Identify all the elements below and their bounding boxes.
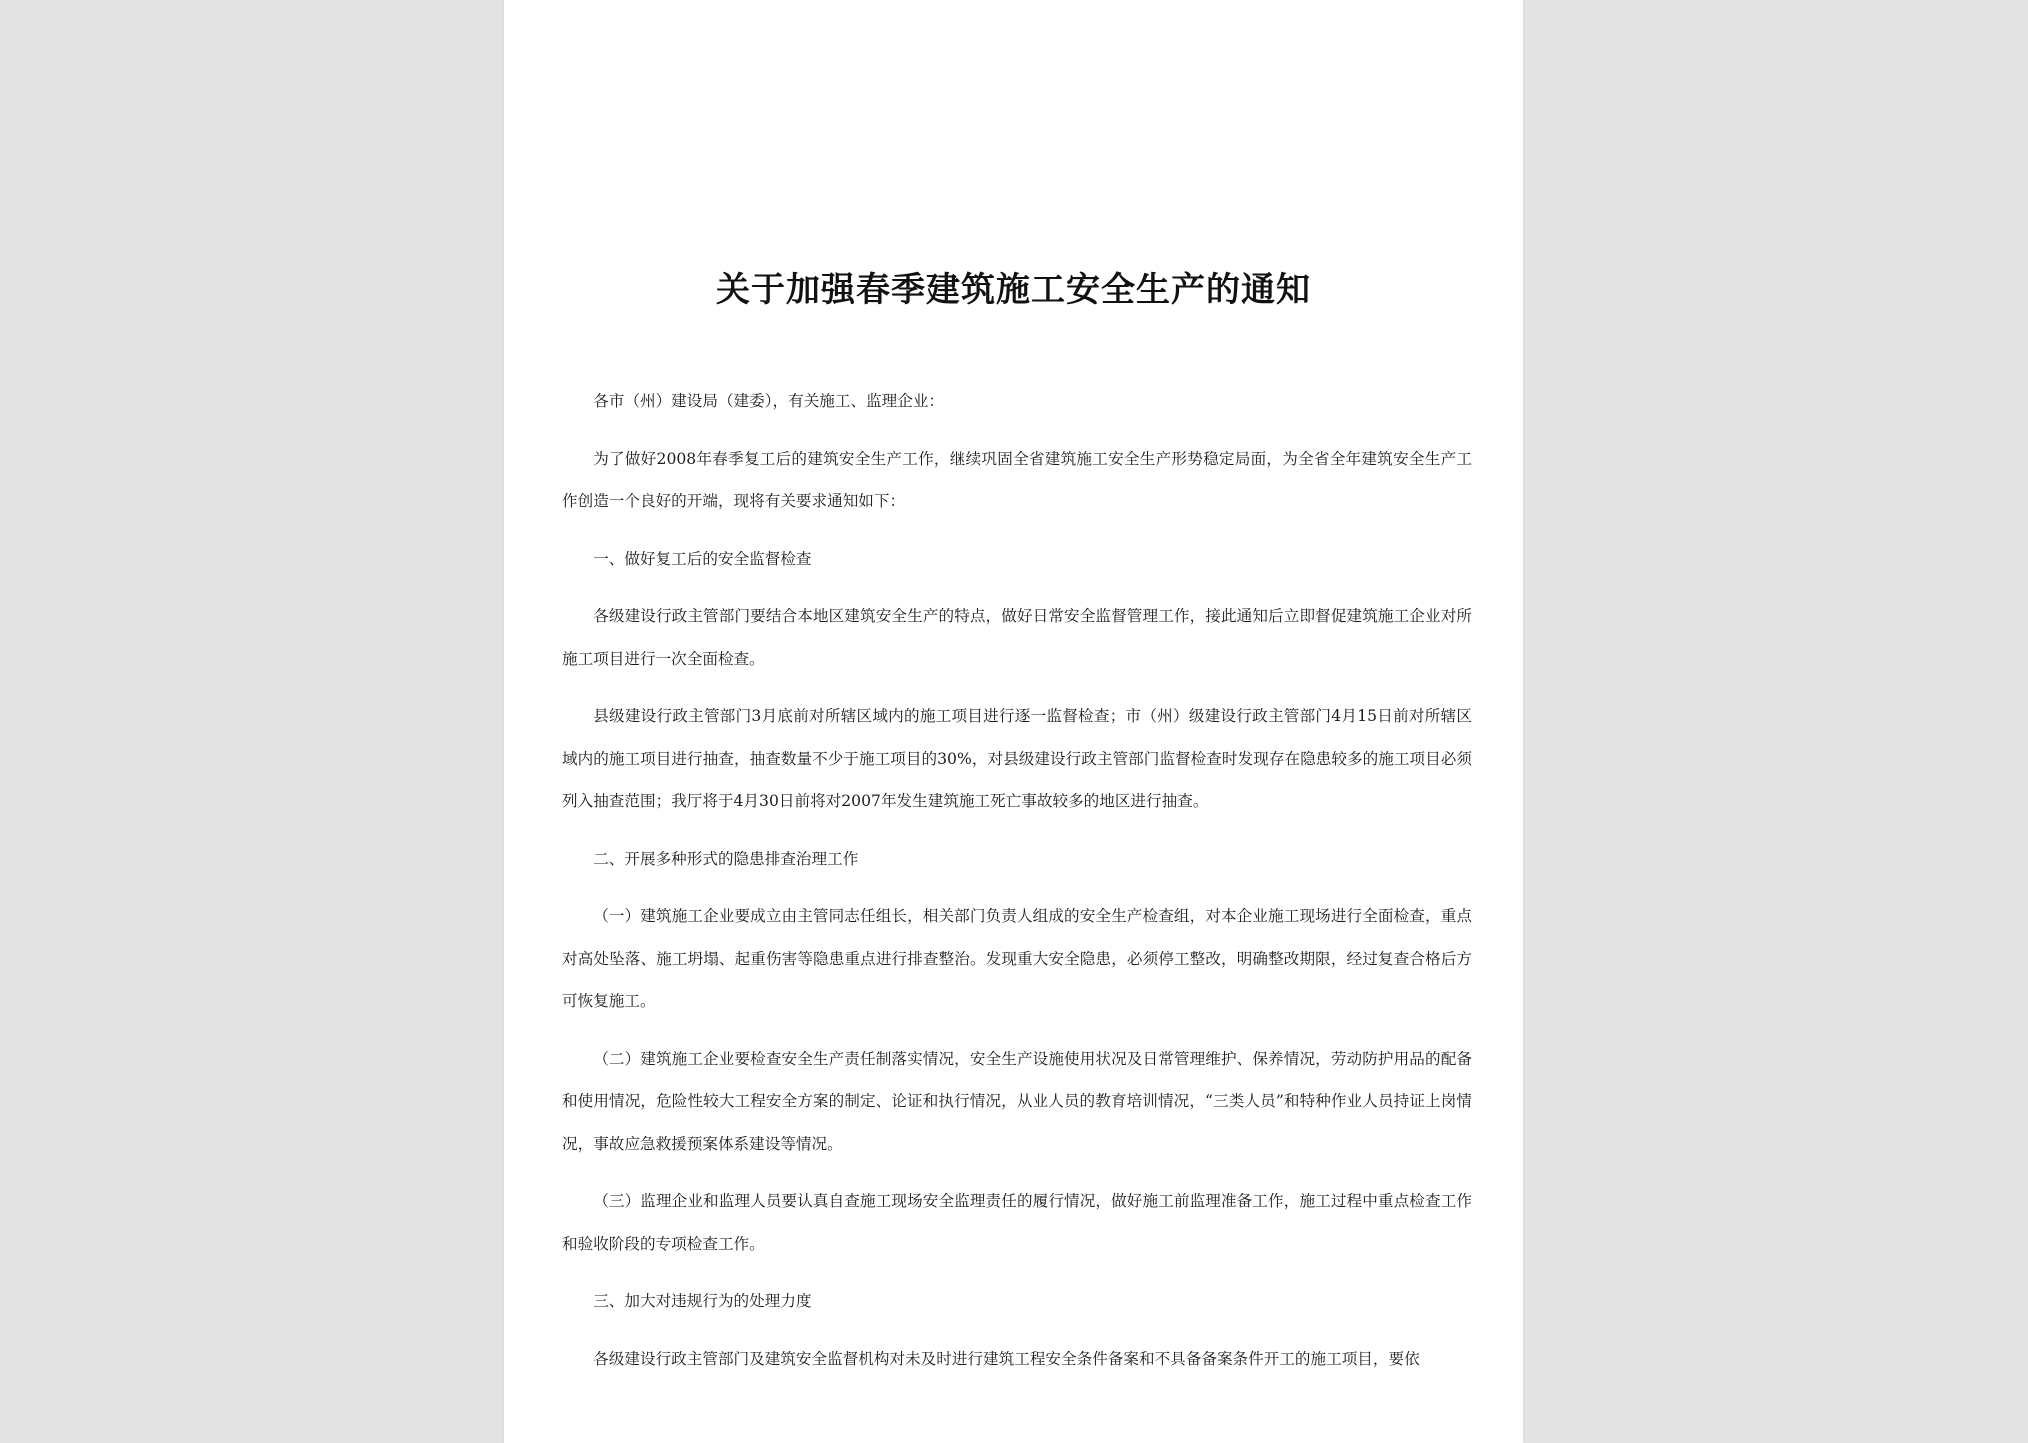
paragraph-section3-a: 各级建设行政主管部门及建筑安全监督机构对未及时进行建筑工程安全条件备案和不具备备案条件开工的施工项目，要依 bbox=[593, 1349, 1420, 1368]
intro-paragraph: 为了做好2008年春季复工后的建筑安全生产工作，继续巩固全省建筑施工安全生产形势稳定局面，为全省全年建筑安全生产工作创造一个良好的开端，现将有关要求通知如下： bbox=[562, 449, 1472, 510]
salutation: 各市（州）建设局（建委），有关施工、监理企业： bbox=[593, 392, 945, 410]
paragraph-section2-item3: （三）监理企业和监理人员要认真自查施工现场安全监理责任的履行情况，做好施工前监理准备工作，施工过程中重点检查工作和验收阶段的专项检查工作。 bbox=[562, 1192, 1472, 1253]
document-body bbox=[562, 380, 1472, 1395]
document-title: 关于加强春季建筑施工安全生产的通知 bbox=[716, 270, 1311, 310]
paragraph-section2-item1: （一）建筑施工企业要成立由主管同志任组长，相关部门负责人组成的安全生产检查组，对本企业施工现场进行全面检查，重点对高处坠落、施工坍塌、起重伤害等隐患重点进行排查整治。发现重大安全隐患，必须停工整改，明确整改期限，经过复查合格后方可恢复施工。 bbox=[562, 907, 1472, 1010]
paragraph-section1-b: 县级建设行政主管部门3月底前对所辖区域内的施工项目进行逐一监督检查；市（州）级建设行政主管部门4月15日前对所辖区域内的施工项目进行抽查，抽查数量不少于施工项目的30%，对县级建设行政主管部门监督检查时发现存在隐患较多的施工项目必须列入抽查范围；我厅将于4月30日前将对2007年发生建筑施工死亡事故较多的地区进行抽查。 bbox=[562, 707, 1472, 810]
section-heading-3: 三、加大对违规行为的处理力度 bbox=[593, 1292, 812, 1310]
paragraph-section2-item2: （二）建筑施工企业要检查安全生产责任制落实情况，安全生产设施使用状况及日常管理维护、保养情况，劳动防护用品的配备和使用情况，危险性较大工程安全方案的制定、论证和执行情况，从业人员的教育培训情况，“三类人员”和特种作业人员持证上岗情况，事故应急救援预案体系建设等情况。 bbox=[562, 1049, 1472, 1153]
document-page bbox=[504, 0, 1523, 1443]
section-heading-1: 一、做好复工后的安全监督检查 bbox=[593, 549, 812, 568]
section-heading-2: 二、开展多种形式的隐患排查治理工作 bbox=[593, 849, 859, 868]
paragraph-section1-a: 各级建设行政主管部门要结合本地区建筑安全生产的特点，做好日常安全监督管理工作，接此通知后立即督促建筑施工企业对所施工项目进行一次全面检查。 bbox=[562, 607, 1472, 668]
